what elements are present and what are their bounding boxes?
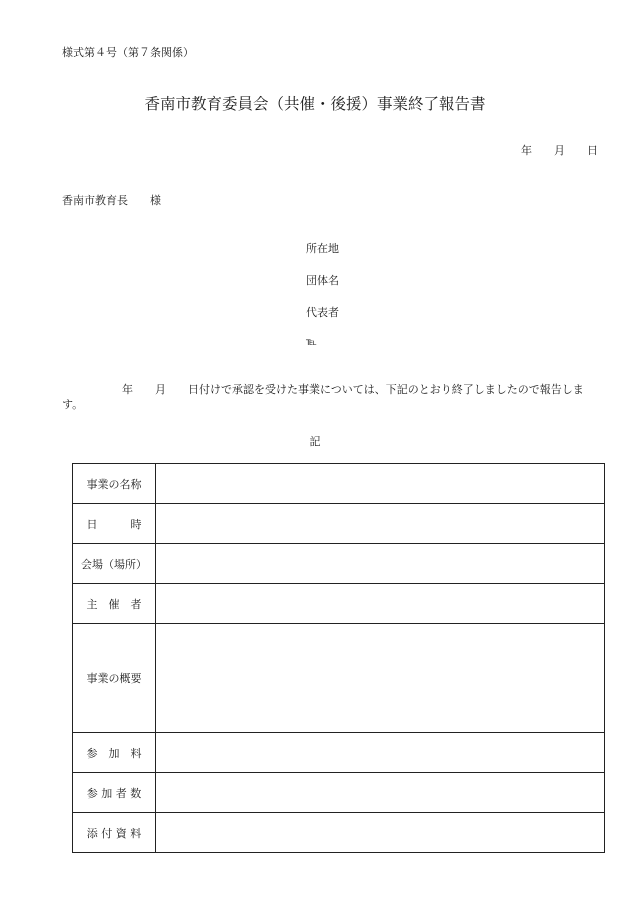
report-table <box>72 463 605 853</box>
recipient-line <box>62 192 161 208</box>
report-statement <box>62 382 602 412</box>
sender-representative-label: 代表者 <box>306 306 339 319</box>
sender-address-label: 所在地 <box>306 242 339 255</box>
row-label-text: 主 催 者 <box>86 597 142 611</box>
row-label <box>73 544 156 584</box>
datetime-field[interactable] <box>156 504 605 544</box>
row-label <box>73 773 156 813</box>
row-label-text: 事業の名称 <box>86 477 142 491</box>
venue-field[interactable] <box>156 544 605 584</box>
statement-month: 月 <box>155 383 166 396</box>
row-label-text: 添 付 資 料 <box>86 826 142 840</box>
row-label-text: 事業の概要 <box>86 672 142 685</box>
report-date <box>521 142 598 158</box>
participant-count-field[interactable] <box>156 773 605 813</box>
row-label <box>73 504 156 544</box>
row-label-text: 参 加 料 <box>86 746 142 760</box>
row-label-text: 日 時 <box>86 517 142 531</box>
statement-year: 年 <box>122 383 133 396</box>
row-label <box>73 733 156 773</box>
row-label-text: 会場（場所） <box>81 557 147 571</box>
date-month-label: 月 <box>554 144 565 157</box>
sender-tel-label: ℡ <box>306 337 317 348</box>
sender-organization-label: 団体名 <box>306 274 339 287</box>
row-label <box>73 464 156 504</box>
recipient-name: 香南市教育長 <box>62 194 128 207</box>
table-row <box>73 813 605 853</box>
table-row <box>73 733 605 773</box>
page-title: 香南市教育委員会（共催・後援）事業終了報告書 <box>144 95 486 113</box>
row-label-text: 参 加 者 数 <box>86 786 142 800</box>
participation-fee-field[interactable] <box>156 733 605 773</box>
statement-text: 日付けで承認を受けた事業については、下記のとおり終了しましたので報告します。 <box>62 383 584 411</box>
date-day-label: 日 <box>587 144 598 157</box>
event-name-field[interactable] <box>156 464 605 504</box>
table-row <box>73 624 605 733</box>
form-number: 様式第４号（第７条関係） <box>62 46 194 59</box>
table-row <box>73 504 605 544</box>
table-row <box>73 773 605 813</box>
event-summary-field[interactable] <box>156 624 605 733</box>
table-row <box>73 544 605 584</box>
date-year-label: 年 <box>521 144 532 157</box>
table-row <box>73 584 605 624</box>
ki-heading: 記 <box>309 435 321 448</box>
organizer-field[interactable] <box>156 584 605 624</box>
row-label <box>73 813 156 853</box>
row-label <box>73 584 156 624</box>
table-row <box>73 464 605 504</box>
recipient-honorific: 様 <box>150 194 161 207</box>
attachments-field[interactable] <box>156 813 605 853</box>
row-label <box>73 624 156 733</box>
